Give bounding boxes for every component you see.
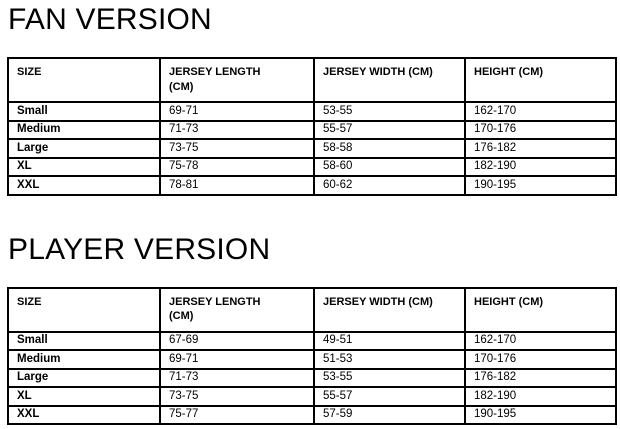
column-header-height: HEIGHT (CM) bbox=[465, 58, 616, 102]
jersey-width-cell: 53-55 bbox=[314, 369, 465, 388]
height-cell: 190-195 bbox=[465, 406, 616, 425]
table-row bbox=[8, 176, 616, 195]
column-header-size: SIZE bbox=[8, 58, 160, 102]
player-version-title: PLAYER VERSION bbox=[8, 232, 271, 266]
jersey-length-cell: 75-78 bbox=[160, 158, 314, 177]
jersey-length-cell: 67-69 bbox=[160, 332, 314, 351]
jersey-width-cell: 51-53 bbox=[314, 350, 465, 369]
size-cell: Small bbox=[8, 102, 160, 121]
jersey-length-cell: 69-71 bbox=[160, 102, 314, 121]
table-row bbox=[8, 369, 616, 388]
table-row bbox=[8, 332, 616, 351]
height-cell: 162-170 bbox=[465, 102, 616, 121]
jersey-width-cell: 49-51 bbox=[314, 332, 465, 351]
height-cell: 190-195 bbox=[465, 176, 616, 195]
size-cell: XL bbox=[8, 158, 160, 177]
jersey-length-cell: 69-71 bbox=[160, 350, 314, 369]
jersey-length-cell: 71-73 bbox=[160, 369, 314, 388]
table-row bbox=[8, 102, 616, 121]
jersey-width-cell: 60-62 bbox=[314, 176, 465, 195]
size-cell: XXL bbox=[8, 176, 160, 195]
jersey-width-cell: 57-59 bbox=[314, 406, 465, 425]
size-cell: Large bbox=[8, 369, 160, 388]
table-row bbox=[8, 139, 616, 158]
header-row bbox=[8, 288, 616, 332]
jersey-width-cell: 55-57 bbox=[314, 387, 465, 406]
player-version-size-table bbox=[7, 287, 617, 426]
header-row bbox=[8, 58, 616, 102]
jersey-width-cell: 58-60 bbox=[314, 158, 465, 177]
table-row bbox=[8, 387, 616, 406]
jersey-length-cell: 78-81 bbox=[160, 176, 314, 195]
table-row bbox=[8, 121, 616, 140]
jersey-length-cell: 73-75 bbox=[160, 139, 314, 158]
table-row bbox=[8, 158, 616, 177]
column-header-jersey-width: JERSEY WIDTH (CM) bbox=[314, 288, 465, 332]
fan-version-section bbox=[7, 0, 620, 196]
height-cell: 170-176 bbox=[465, 350, 616, 369]
jersey-length-cell: 71-73 bbox=[160, 121, 314, 140]
size-cell: Medium bbox=[8, 350, 160, 369]
jersey-width-cell: 53-55 bbox=[314, 102, 465, 121]
size-cell: Small bbox=[8, 332, 160, 351]
fan-version-title: FAN VERSION bbox=[8, 3, 212, 36]
column-header-height: HEIGHT (CM) bbox=[465, 288, 616, 332]
height-cell: 176-182 bbox=[465, 369, 616, 388]
size-cell: XXL bbox=[8, 406, 160, 425]
column-header-size: SIZE bbox=[8, 288, 160, 332]
column-header-jersey-length: JERSEY LENGTH (CM) bbox=[160, 288, 314, 332]
size-cell: Medium bbox=[8, 121, 160, 140]
fan-version-size-table bbox=[7, 57, 617, 196]
table-row bbox=[8, 350, 616, 369]
jersey-length-cell: 75-77 bbox=[160, 406, 314, 425]
player-version-section bbox=[7, 196, 620, 426]
column-header-jersey-width: JERSEY WIDTH (CM) bbox=[314, 58, 465, 102]
height-cell: 170-176 bbox=[465, 121, 616, 140]
jersey-width-cell: 55-57 bbox=[314, 121, 465, 140]
jersey-length-cell: 73-75 bbox=[160, 387, 314, 406]
size-cell: Large bbox=[8, 139, 160, 158]
height-cell: 182-190 bbox=[465, 387, 616, 406]
column-header-jersey-length: JERSEY LENGTH (CM) bbox=[160, 58, 314, 102]
height-cell: 176-182 bbox=[465, 139, 616, 158]
height-cell: 162-170 bbox=[465, 332, 616, 351]
jersey-width-cell: 58-58 bbox=[314, 139, 465, 158]
height-cell: 182-190 bbox=[465, 158, 616, 177]
size-cell: XL bbox=[8, 387, 160, 406]
table-row bbox=[8, 406, 616, 425]
